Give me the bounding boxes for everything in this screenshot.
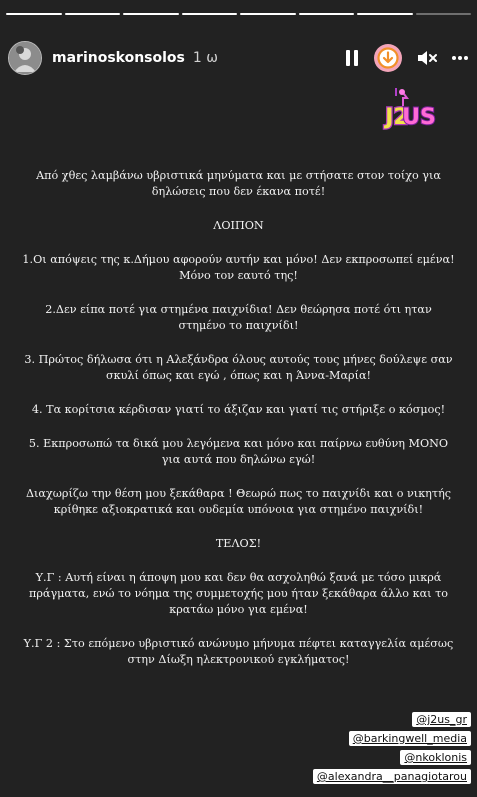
mute-icon[interactable] (417, 49, 437, 67)
paragraph-heading: ΛΟΙΠΟΝ (213, 219, 264, 232)
paragraph-position: Διαχωρίζω την θέση μου ξεκάθαρα ! Θεωρώ πως το παιχνίδι και ο νικητής κρίθηκε αξιοκρατικά και ουδεμία υπόνοια για στημένο παιχνίδι! (25, 487, 452, 516)
svg-text:J2: J2 (385, 105, 409, 130)
more-icon[interactable] (451, 55, 469, 61)
mention-stickers (313, 712, 471, 784)
progress-segment (123, 13, 179, 15)
mention-nkoklonis[interactable]: @nkoklonis (400, 750, 471, 765)
mention-j2us-gr[interactable]: @j2us_gr (412, 712, 471, 727)
j2us-sticker[interactable] (357, 88, 437, 130)
paragraph-point-1: 1.Οι απόψεις της κ.Δήμου αφορούν αυτήν και μόνο! Δεν εκπροσωπεί εμένα! Μόνο τον εαυτό της! (22, 253, 455, 282)
paragraph-end: ΤΕΛΟΣ! (215, 537, 262, 550)
download-icon[interactable] (373, 43, 403, 73)
avatar[interactable] (8, 41, 42, 75)
progress-segment (182, 13, 238, 15)
story-header (8, 38, 469, 78)
avatar-image (9, 42, 41, 74)
j2us-logo-icon (357, 88, 437, 130)
paragraph-ps-2: Υ.Γ 2 : Στο επόμενο υβριστικό ανώνυμο μήνυμα πέφτει καταγγελία αμέσως στην Δίωξη ηλεκτρονικού εγκλήματος! (23, 637, 454, 666)
pause-icon[interactable] (345, 49, 359, 67)
paragraph-point-2: 2.Δεν είπα ποτέ για στημένα παιχνίδια! Δεν θεώρησα ποτέ ότι ηταν στημένο το παιχνίδι! (45, 303, 432, 332)
post-time: 1 ω (192, 50, 218, 66)
progress-segment (416, 13, 472, 15)
progress-segment (299, 13, 355, 15)
mention-alexandra-panagiotarou[interactable]: @alexandra__panagiotarou (313, 769, 471, 784)
paragraph-point-5: 5. Εκπροσωπώ τα δικά μου λεγόμενα και μόνο και παίρνω ευθύνη ΜΟΝΟ για αυτά που δηλώνω εγώ! (28, 437, 449, 466)
username[interactable]: marinoskonsolos (52, 50, 185, 66)
progress-segment (357, 13, 413, 15)
progress-segment (65, 13, 121, 15)
svg-text:US: US (402, 105, 436, 130)
paragraph-ps-1: Υ.Γ : Αυτή είναι η άποψη μου και δεν θα ασχοληθώ ξανά με τόσο μικρά πράγματα, ενώ το νόημα της συμμετοχής μου ήταν ξεκάθαρα άλλο και το κρατάω μόνο για εμένα! (28, 571, 449, 616)
paragraph-point-4: 4. Τα κορίτσια κέρδισαν γιατί το άξιζαν και γιατί τις στήριξε ο κόσμος! (31, 403, 446, 416)
paragraph-intro: Από χθες λαμβάνω υβριστικά μηνύματα και με στήσατε στον τοίχο για δηλώσεις που δεν έκανα ποτέ! (36, 169, 441, 198)
story-text (0, 168, 477, 686)
paragraph-point-3: 3. Πρώτος δήλωσα ότι η Αλεξάνδρα όλους αυτούς τους μήνες δούλεψε σαν σκυλί όπως και εγώ , όπως και η Άννα-Μαρία! (24, 353, 453, 382)
progress-segment (6, 13, 62, 15)
story-progress-bar (6, 13, 471, 15)
mention-barkingwell-media[interactable]: @barkingwell_media (349, 731, 471, 746)
progress-segment (240, 13, 296, 15)
